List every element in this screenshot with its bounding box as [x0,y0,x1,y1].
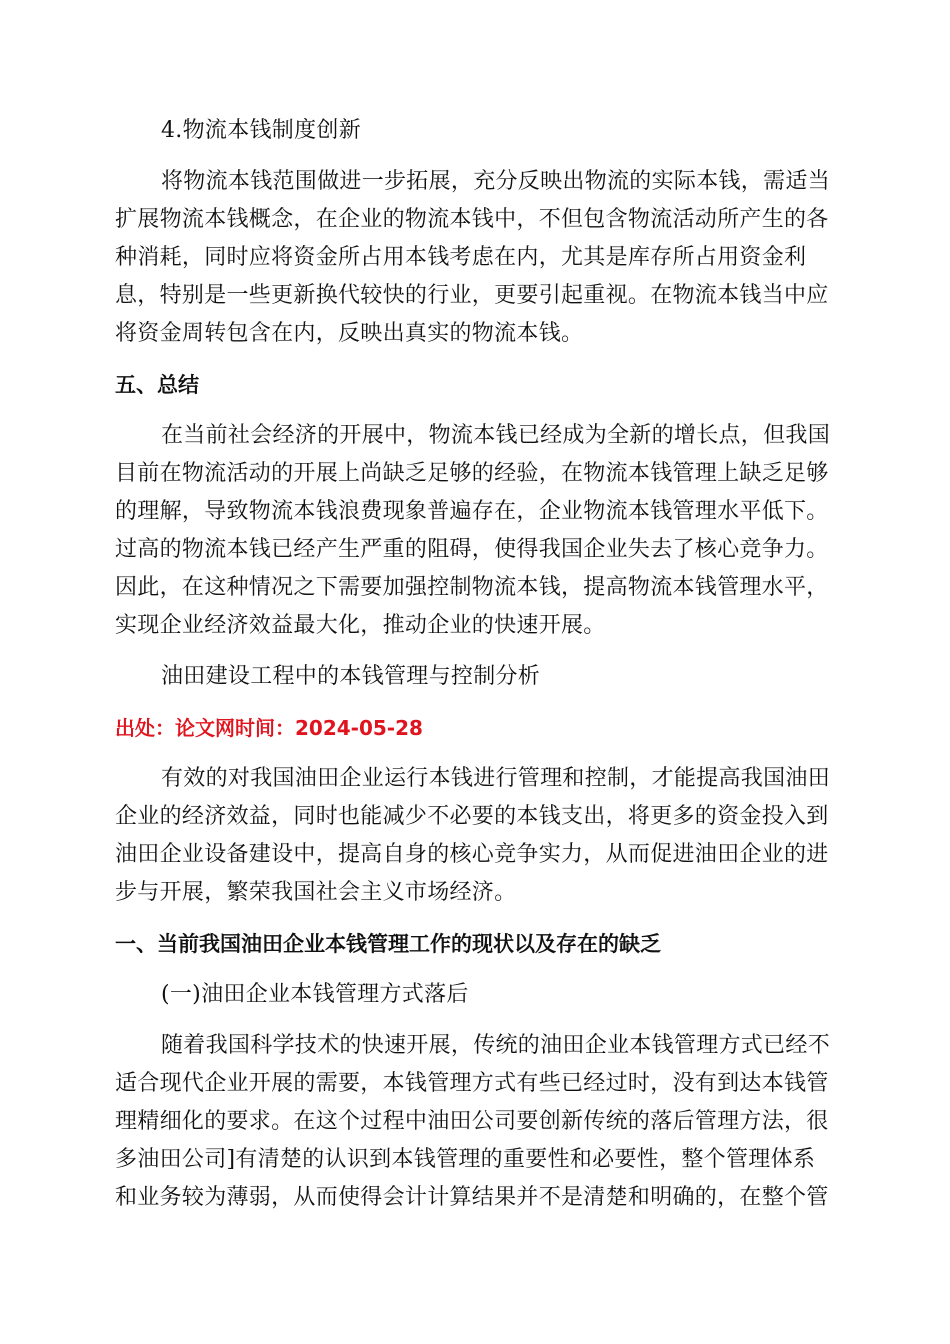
paragraph-line: 油田企业设备建设中，提高自身的核心竞争实力，从而促进油田企业的进 [115,842,829,867]
paragraph-line: 在当前社会经济的开展中，物流本钱已经成为全新的增长点，但我国 [161,423,831,448]
heading-summary: 五、总结 [115,373,199,397]
subheading-outdated-methods: (一)油田企业本钱管理方式落后 [161,982,469,1007]
paragraph-line: 种消耗，同时应将资金所占用本钱考虑在内，尤其是库存所占用资金利 [115,245,807,270]
paragraph-line: 扩展物流本钱概念，在企业的物流本钱中，不但包含物流活动所产生的各 [115,207,829,232]
paragraph-line: 因此，在这种情况之下需要加强控制物流本钱，提高物流本钱管理水平， [115,575,829,600]
paragraph-intro [115,760,835,912]
paragraph-line: 目前在物流活动的开展上尚缺乏足够的经验，在物流本钱管理上缺乏足够 [115,461,829,486]
paragraph-line: 的理解，导致物流本钱浪费现象普遍存在，企业物流本钱管理水平低下。 [115,499,829,524]
article-title: 油田建设工程中的本钱管理与控制分析 [161,664,541,689]
paragraph-line: 步与开展，繁荣我国社会主义市场经济。 [115,880,517,905]
paragraph-line: 将资金周转包含在内，反映出真实的物流本钱。 [115,321,584,346]
paragraph-line: 有效的对我国油田企业运行本钱进行管理和控制，才能提高我国油田 [161,766,831,791]
paragraph-logistics-cost-innovation [115,163,835,353]
paragraph-outdated-methods [115,1027,835,1217]
source-date-line: 出处：论文网时间：2024-05-28 [115,716,423,740]
paragraph-line: 实现企业经济效益最大化，推动企业的快速开展。 [115,613,606,638]
section-4-title: 4.物流本钱制度创新 [161,118,361,143]
heading-current-status: 一、当前我国油田企业本钱管理工作的现状以及存在的缺乏 [115,932,661,956]
paragraph-line: 适合现代企业开展的需要，本钱管理方式有些已经过时，没有到达本钱管 [115,1071,829,1096]
paragraph-line: 过高的物流本钱已经产生严重的阻碍，使得我国企业失去了核心竞争力。 [115,537,829,562]
paragraph-line: 将物流本钱范围做进一步拓展，充分反映出物流的实际本钱，需适当 [161,169,831,194]
paragraph-line: 多油田公司]有清楚的认识到本钱管理的重要性和必要性，整个管理体系 [115,1147,816,1172]
paragraph-line: 企业的经济效益，同时也能减少不必要的本钱支出，将更多的资金投入到 [115,804,829,829]
paragraph-line: 随着我国科学技术的快速开展，传统的油田企业本钱管理方式已经不 [161,1033,831,1058]
paragraph-summary [115,417,835,645]
paragraph-line: 理精细化的要求。在这个过程中油田公司要创新传统的落后管理方法，很 [115,1109,829,1134]
document-page [115,112,835,1217]
paragraph-line: 息，特别是一些更新换代较快的行业，更要引起重视。在物流本钱当中应 [115,283,829,308]
paragraph-line: 和业务较为薄弱，从而使得会计计算结果并不是清楚和明确的，在整个管 [115,1185,829,1210]
